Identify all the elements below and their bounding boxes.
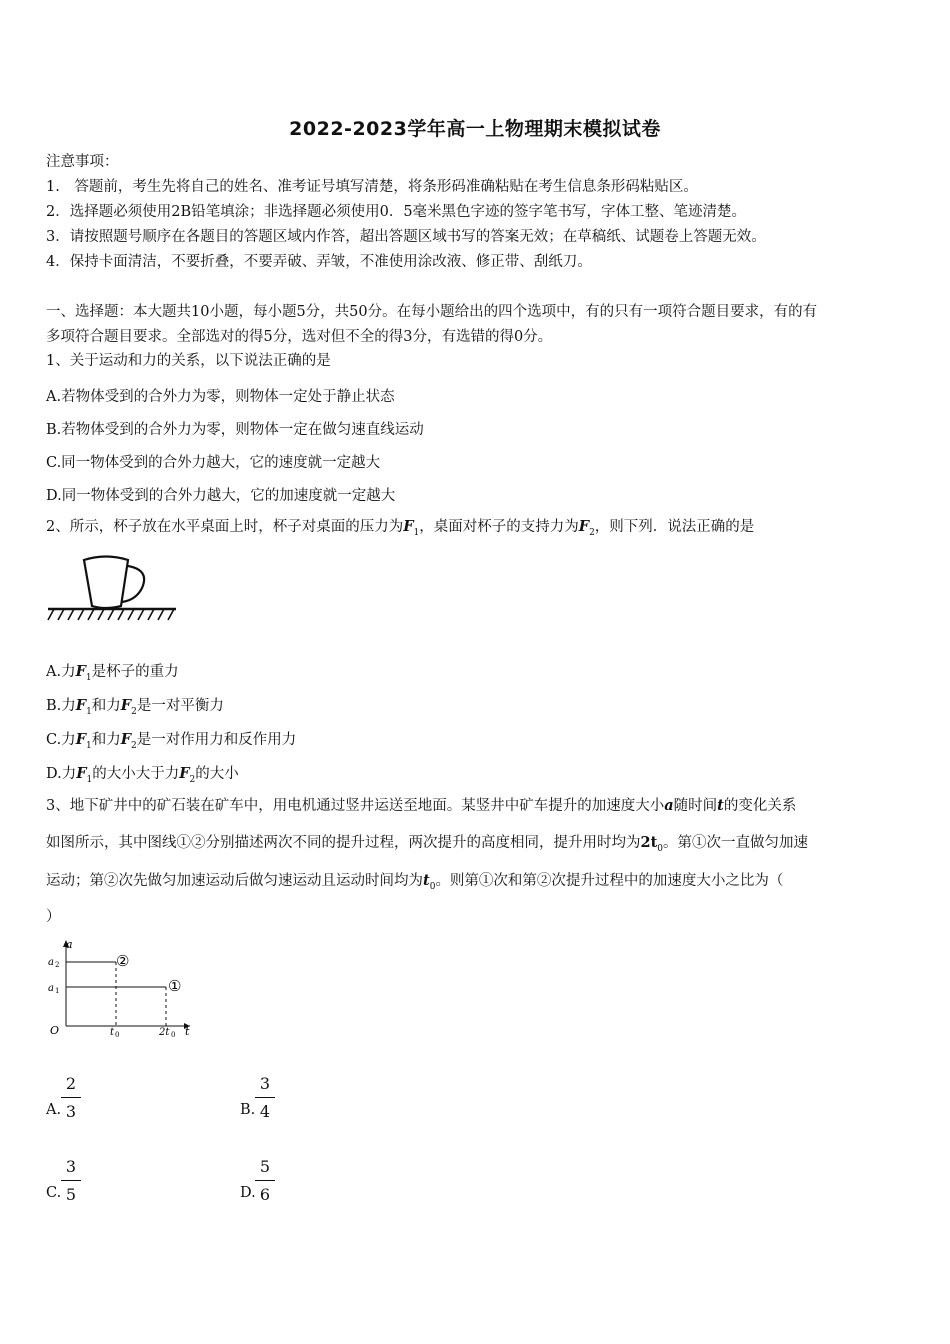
q1-stem: 1、关于运动和力的关系，以下说法正确的是 [46,353,331,369]
notes-heading: 注意事项： [46,154,119,170]
q3-stem-line-2: 如图所示，其中图线①②分别描述两次不同的提升过程，两次提升的高度相同，提升用时均为$2t_0$。第①次一直做匀加速 [46,834,809,854]
note-item-2: 2．选择题必须使用2B铅笔填涂；非选择题必须使用0．5毫米黑色字迹的签字笔书写，字体工整、笔迹清楚。 [46,204,747,220]
q3-option-b-label: B. [240,1102,256,1118]
graph-a1-label: a [48,983,54,994]
q3-option-d-fraction: 5 6 [255,1157,275,1204]
q3-stem-line-4: ） [46,909,61,925]
graph-t0-label: t [110,1027,115,1038]
graph-origin-label: O [50,1024,60,1037]
q1-option-a: A.若物体受到的合外力为零，则物体一定处于静止状态 [46,389,395,405]
q3-stem-line-3: 运动；第②次先做匀加速运动后做匀速运动且运动时间均为$t_0$。则第①次和第②次提升过程中的加速度大小之比为（ [46,872,784,892]
q3-option-a-fraction: 2 3 [61,1074,81,1121]
q2-option-c: C.力$F_1$和力$F_2$是一对作用力和反作用力 [46,731,297,751]
cup-on-table-figure [46,548,178,624]
section-instruction-1: 一、选择题：本大题共10小题，每小题5分，共50分。在每小题给出的四个选项中，有的只有一项符合题目要求，有的有 [46,304,818,320]
q3-option-b-fraction: 3 4 [255,1074,275,1121]
section-instruction-2: 多项符合题目要求。全部选对的得5分，选对但不全的得3分，有选错的得0分。 [46,329,553,345]
graph-2t0-label: 2t [159,1027,170,1038]
q2-option-b: B.力$F_1$和力$F_2$是一对平衡力 [46,697,224,717]
q3-option-a-label: A. [46,1102,62,1118]
q1-option-d: D.同一物体受到的合外力越大，它的加速度就一定越大 [46,488,396,504]
svg-text:0: 0 [171,1031,176,1039]
q2-stem: 2、所示，杯子放在水平桌面上时，杯子对桌面的压力为$F_1$，桌面对杯子的支持力为$F_2$，则下列．说法正确的是 [46,518,755,538]
q2-option-a: A.力$F_1$是杯子的重力 [46,663,179,683]
note-item-1: 1. 答题前，考生先将自己的姓名、准考证号填写清楚，将条形码准确粘贴在考生信息条形码粘贴区。 [46,179,698,195]
q1-option-c: C.同一物体受到的合外力越大，它的速度就一定越大 [46,455,381,471]
q2-option-d: D.力$F_1$的大小大于力$F_2$的大小 [46,765,239,785]
q3-option-c-label: C. [46,1185,62,1201]
page-title: 2022-2023学年高一上物理期末模拟试卷 [289,118,661,140]
graph-x-label: t [185,1025,190,1038]
note-item-4: 4．保持卡面清洁，不要折叠，不要弄破、弄皱，不准使用涂改液、修正带、刮纸刀。 [46,254,592,270]
q1-option-b: B.若物体受到的合外力为零，则物体一定在做匀速直线运动 [46,422,424,438]
acceleration-time-graph [44,934,196,1044]
graph-y-label: a [66,938,73,951]
graph-a2-label: a [48,957,54,968]
note-item-3: 3．请按照题号顺序在各题目的答题区域内作答，超出答题区域书写的答案无效；在草稿纸、试题卷上答题无效。 [46,229,766,245]
svg-text:0: 0 [115,1031,120,1039]
svg-text:2: 2 [55,961,60,969]
q3-stem-line-1: 3、地下矿井中的矿石装在矿车中，用电机通过竖井运送至地面。某竖井中矿车提升的加速度大小a随时间t的变化关系 [46,797,797,814]
q3-option-d-label: D. [240,1185,256,1201]
curve-1-marker: ① [168,977,182,995]
svg-text:1: 1 [55,987,60,995]
q3-option-c-fraction: 3 5 [61,1157,81,1204]
curve-2-marker: ② [116,952,130,970]
